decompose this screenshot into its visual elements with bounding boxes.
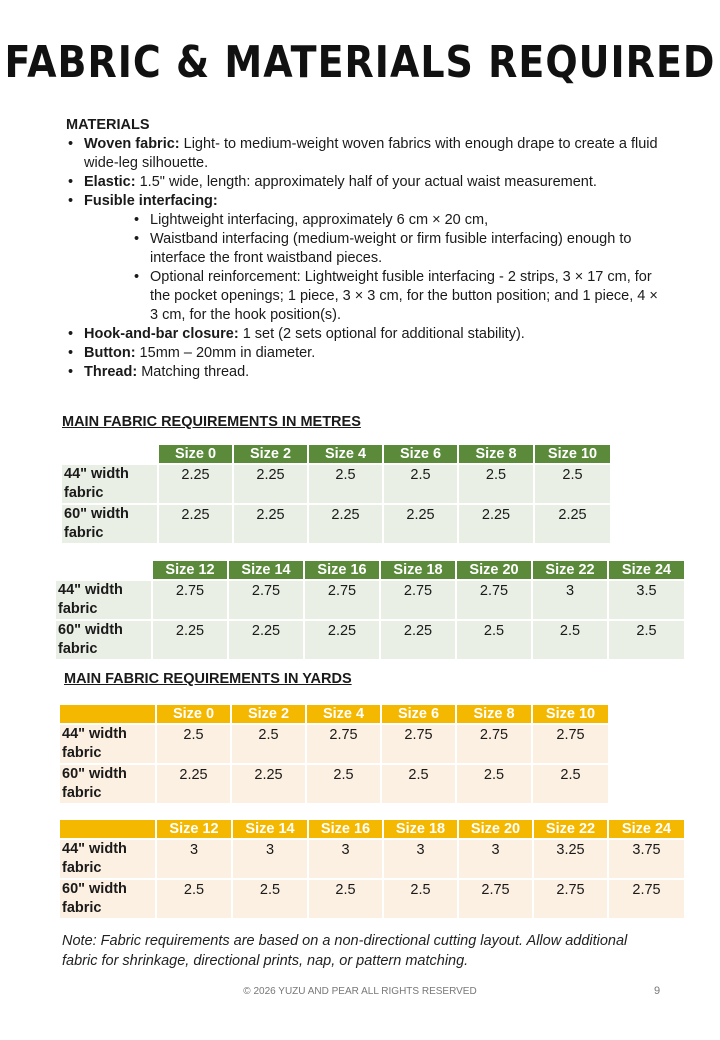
table-row — [60, 839, 684, 879]
material-text: 1 set (2 sets optional for additional stability). — [238, 326, 525, 342]
size-header-row — [60, 705, 608, 724]
table-cell: 2.5 — [456, 620, 532, 659]
table-cell: 2.5 — [383, 879, 458, 918]
material-text: 1.5" wide, length: approximately half of your actual waist measurement. — [135, 174, 597, 190]
table-cell: 3.75 — [608, 839, 684, 879]
table-cell: 3 — [532, 580, 608, 620]
metres-section-title: MAIN FABRIC REQUIREMENTS IN METRES — [62, 414, 361, 430]
table-cell: 2.5 — [156, 879, 232, 918]
row-label: 60" width fabric — [62, 504, 158, 543]
row-label: 44" width fabric — [60, 839, 156, 879]
table-cell: 2.75 — [608, 879, 684, 918]
materials-list — [66, 135, 666, 382]
table-row — [62, 464, 610, 504]
metres-table-1 — [62, 445, 610, 543]
table-cell: 2.5 — [383, 464, 458, 504]
material-item-woven-fabric — [66, 135, 666, 173]
table-cell: 2.5 — [608, 620, 684, 659]
size-header: Size 24 — [608, 561, 684, 580]
table-cell: 2.75 — [532, 724, 608, 764]
table-cell: 2.5 — [231, 724, 306, 764]
table-cell: 2.75 — [152, 580, 228, 620]
material-label: Elastic: — [84, 174, 136, 190]
material-label: Fusible interfacing: — [84, 193, 218, 209]
table-cell: 2.75 — [381, 724, 456, 764]
size-header: Size 2 — [233, 445, 308, 464]
size-header: Size 6 — [383, 445, 458, 464]
size-header: Size 22 — [532, 561, 608, 580]
table-cell: 2.75 — [456, 724, 532, 764]
table-cell: 2.5 — [156, 724, 231, 764]
table-cell: 2.75 — [456, 580, 532, 620]
row-label: 44" width fabric — [60, 724, 156, 764]
table-cell: 2.25 — [158, 504, 233, 543]
yards-table-2 — [60, 820, 684, 918]
materials-section — [66, 116, 666, 382]
size-header: Size 8 — [456, 705, 532, 724]
table-cell: 2.25 — [233, 504, 308, 543]
material-label: Button: — [84, 345, 136, 361]
size-header: Size 4 — [306, 705, 381, 724]
table-cell: 2.5 — [458, 464, 534, 504]
table-cell: 2.25 — [534, 504, 610, 543]
interfacing-sublist — [132, 211, 666, 325]
size-header: Size 0 — [156, 705, 231, 724]
size-header: Size 16 — [308, 820, 383, 839]
material-item-hook-and-bar — [66, 325, 666, 344]
header-blank — [60, 820, 156, 839]
copyright-footer: © 2026 YUZU AND PEAR ALL RIGHTS RESERVED — [243, 986, 477, 997]
table-cell: 2.5 — [232, 879, 308, 918]
table-row — [60, 724, 608, 764]
header-blank — [60, 705, 156, 724]
table-cell: 2.5 — [308, 464, 383, 504]
table-cell: 3 — [458, 839, 533, 879]
size-header: Size 14 — [232, 820, 308, 839]
table-cell: 2.5 — [308, 879, 383, 918]
table-cell: 2.25 — [308, 504, 383, 543]
table-cell: 2.25 — [231, 764, 306, 803]
table-cell: 2.75 — [304, 580, 380, 620]
table-cell: 2.25 — [152, 620, 228, 659]
table-cell: 2.5 — [456, 764, 532, 803]
interfacing-item: • Waistband interfacing (medium-weight or firm fusible interfacing) enough to interface the front waistband pieces. — [132, 230, 666, 268]
size-header: Size 2 — [231, 705, 306, 724]
materials-heading: MATERIALS — [66, 117, 150, 133]
table-cell: 2.25 — [380, 620, 456, 659]
table-cell: 2.75 — [306, 724, 381, 764]
table-cell: 3 — [232, 839, 308, 879]
table-row — [60, 879, 684, 918]
page-number: 9 — [654, 985, 661, 997]
table-cell: 3.25 — [533, 839, 608, 879]
table-cell: 2.5 — [534, 464, 610, 504]
table-cell: 3 — [383, 839, 458, 879]
size-header: Size 0 — [158, 445, 233, 464]
table-cell: 2.5 — [381, 764, 456, 803]
size-header: Size 24 — [608, 820, 684, 839]
row-label: 60" width fabric — [60, 764, 156, 803]
table-cell: 2.75 — [458, 879, 533, 918]
table-row — [56, 620, 684, 659]
size-header: Size 12 — [152, 561, 228, 580]
row-label: 44" width fabric — [62, 464, 158, 504]
table-row — [62, 504, 610, 543]
table-cell: 2.25 — [158, 464, 233, 504]
size-header: Size 20 — [456, 561, 532, 580]
size-header-row — [60, 820, 684, 839]
row-label: 44" width fabric — [56, 580, 152, 620]
size-header: Size 16 — [304, 561, 380, 580]
size-header: Size 4 — [308, 445, 383, 464]
material-item-elastic — [66, 173, 666, 192]
size-header: Size 12 — [156, 820, 232, 839]
size-header: Size 20 — [458, 820, 533, 839]
table-cell: 2.25 — [458, 504, 534, 543]
table-row — [56, 580, 684, 620]
material-item-fusible-interfacing — [66, 192, 666, 325]
table-cell: 2.5 — [532, 764, 608, 803]
material-label: Woven fabric: — [84, 136, 180, 152]
size-header: Size 22 — [533, 820, 608, 839]
table-cell: 2.75 — [533, 879, 608, 918]
size-header-row — [56, 561, 684, 580]
material-item-button — [66, 344, 666, 363]
yards-section-title: MAIN FABRIC REQUIREMENTS IN YARDS — [64, 671, 352, 687]
material-text: Matching thread. — [137, 364, 250, 380]
size-header: Size 6 — [381, 705, 456, 724]
size-header: Size 8 — [458, 445, 534, 464]
fabric-note: Note: Fabric requirements are based on a non-directional cutting layout. Allow additional fabric for shrinkage, directional prints, nap, or pattern matching. — [62, 933, 628, 969]
material-text: Light- to medium-weight woven fabrics with enough drape to create a fluid wide-leg silhouette. — [84, 136, 658, 171]
table-cell: 2.25 — [233, 464, 308, 504]
material-item-thread — [66, 363, 666, 382]
table-row — [60, 764, 608, 803]
size-header: Size 10 — [534, 445, 610, 464]
table-cell: 2.5 — [532, 620, 608, 659]
material-label: Hook-and-bar closure: — [84, 326, 239, 342]
table-cell: 2.75 — [228, 580, 304, 620]
metres-table-2 — [56, 561, 684, 659]
row-label: 60" width fabric — [60, 879, 156, 918]
header-blank — [56, 561, 152, 580]
interfacing-item: • Lightweight interfacing, approximately 6 cm × 20 cm, — [132, 211, 666, 230]
size-header: Size 18 — [383, 820, 458, 839]
table-cell: 2.25 — [228, 620, 304, 659]
size-header-row — [62, 445, 610, 464]
row-label: 60" width fabric — [56, 620, 152, 659]
table-cell: 2.75 — [380, 580, 456, 620]
table-cell: 3 — [156, 839, 232, 879]
page-title: FABRIC & MATERIALS REQUIRED — [4, 36, 716, 88]
yards-table-1 — [60, 705, 608, 803]
table-cell: 3.5 — [608, 580, 684, 620]
table-cell: 3 — [308, 839, 383, 879]
table-cell: 2.25 — [304, 620, 380, 659]
interfacing-item: • Optional reinforcement: Lightweight fusible interfacing - 2 strips, 3 × 17 cm, for the pocket openings; 1 piece, 3 × 3 cm, for the button position; and 1 piece, 4 × 3 cm, for the hook position(s). — [132, 268, 666, 325]
material-label: Thread: — [84, 364, 138, 380]
header-blank — [62, 445, 158, 464]
table-cell: 2.25 — [383, 504, 458, 543]
size-header: Size 18 — [380, 561, 456, 580]
table-cell: 2.25 — [156, 764, 231, 803]
size-header: Size 14 — [228, 561, 304, 580]
size-header: Size 10 — [532, 705, 608, 724]
material-text: 15mm – 20mm in diameter. — [135, 345, 316, 361]
table-cell: 2.5 — [306, 764, 381, 803]
